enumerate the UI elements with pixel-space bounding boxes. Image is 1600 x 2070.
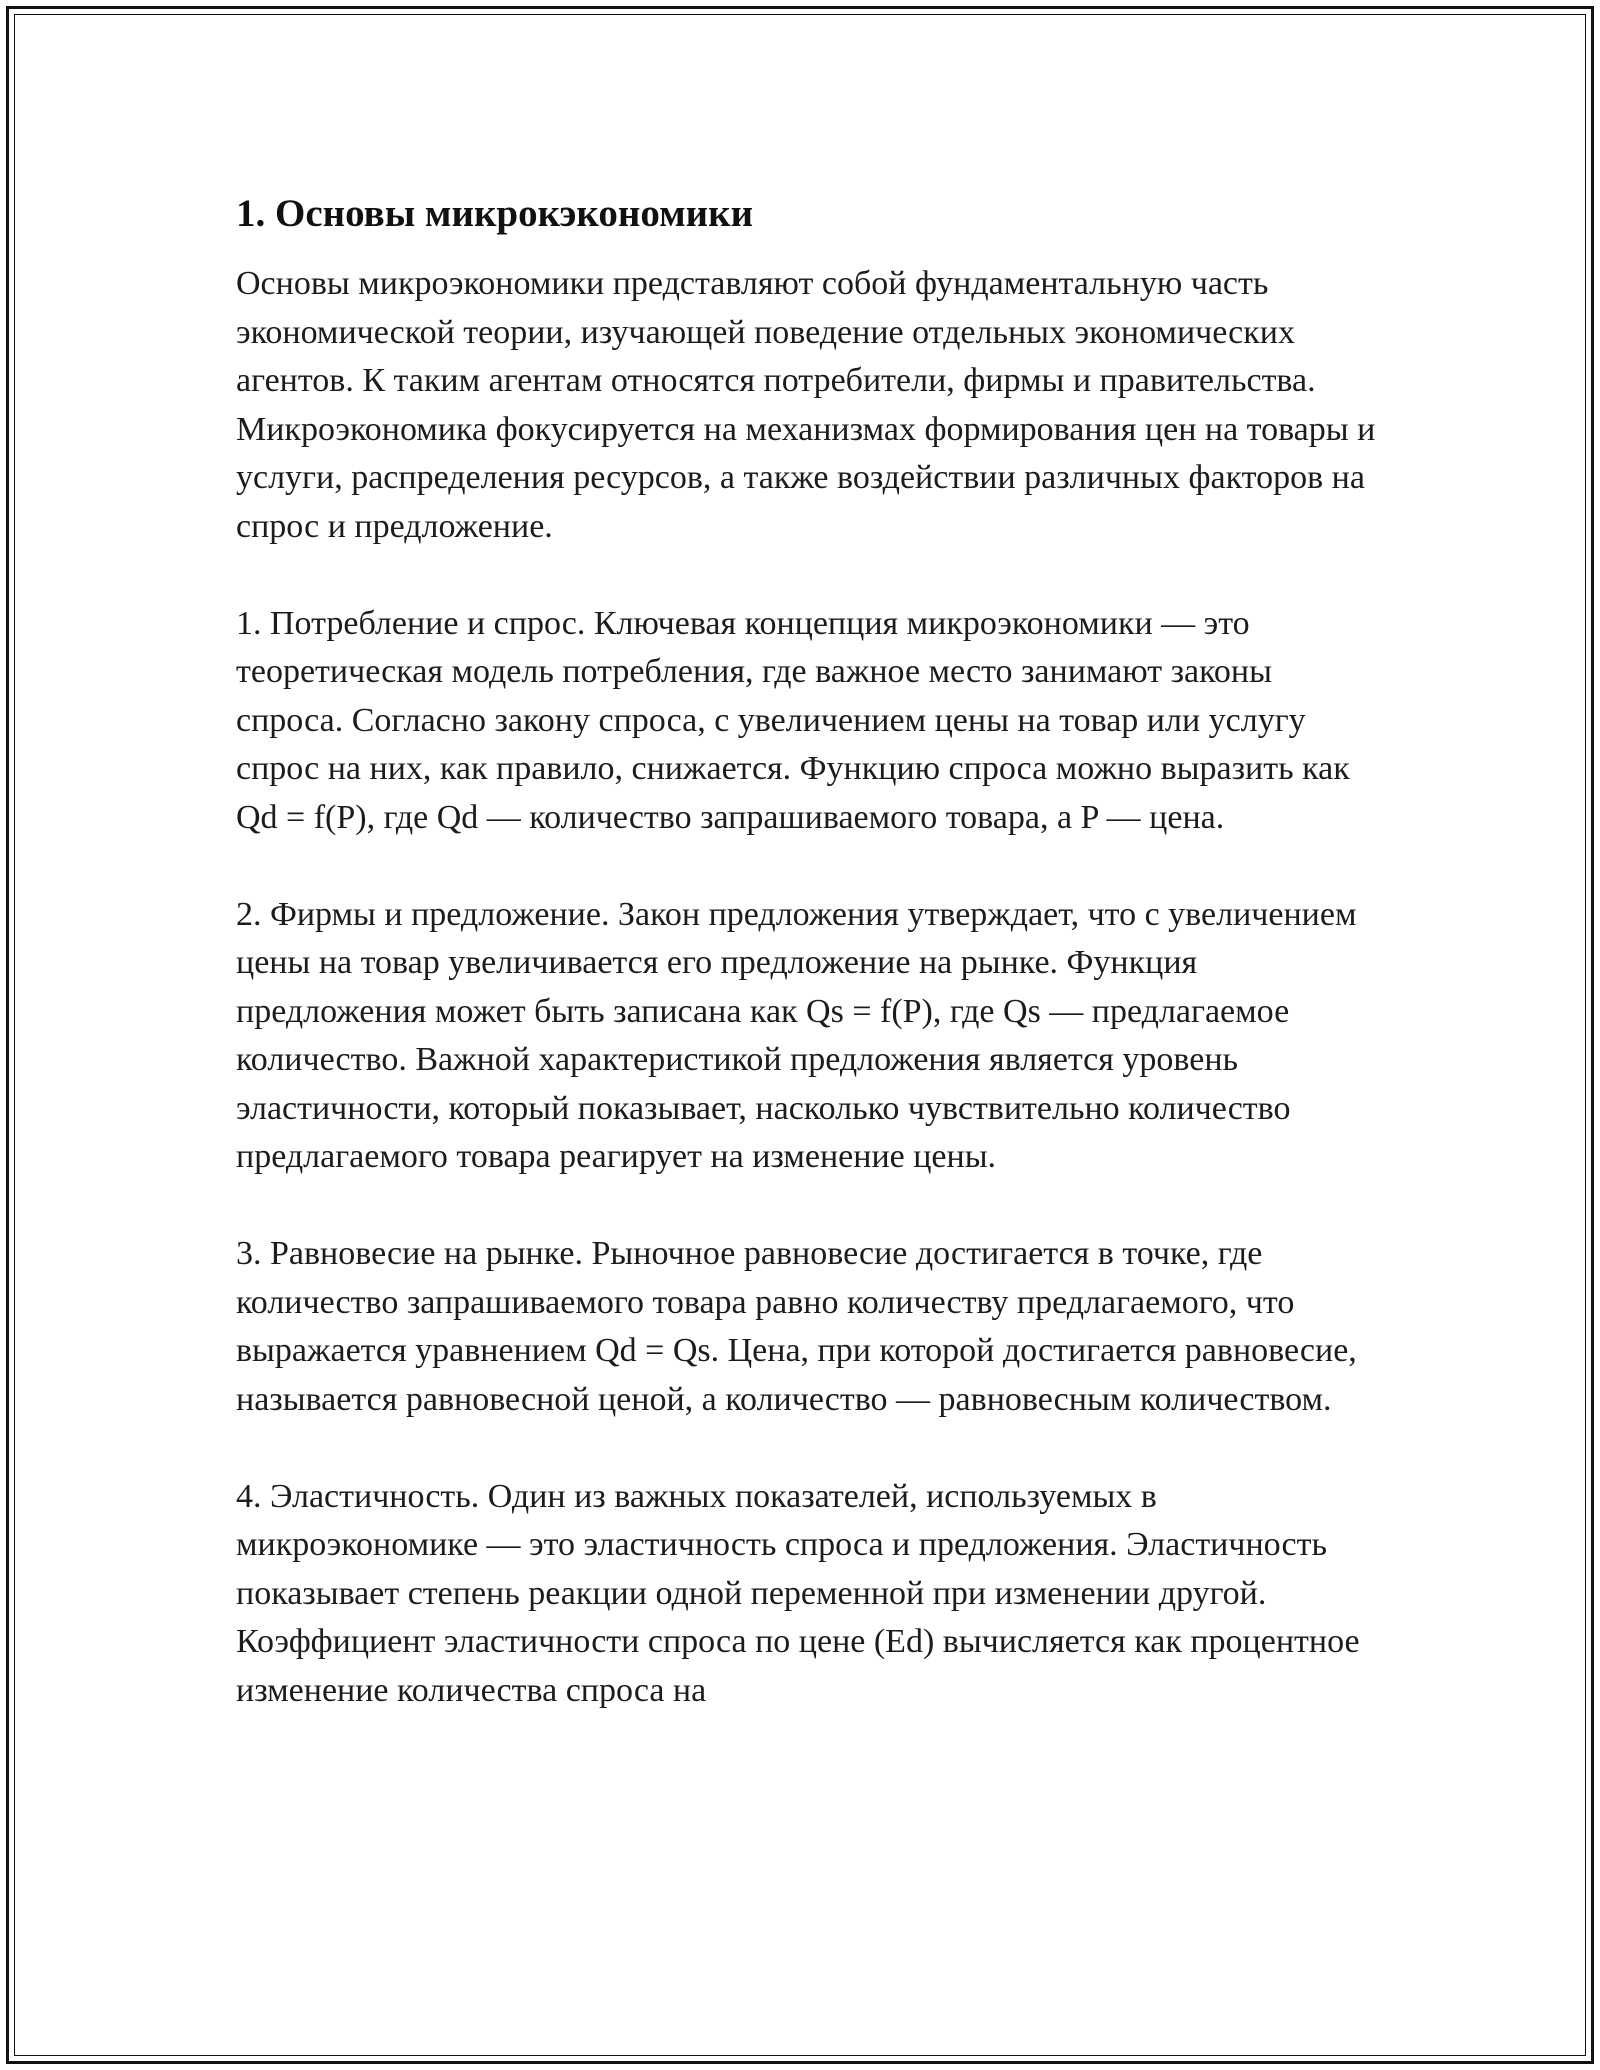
section-title: 1. Основы микрокэкономики xyxy=(236,192,754,235)
paragraph-elasticity: 4. Эластичность. Один из важных показателей, используемых в микроэкономике — это эластичность спроса и предложения. Эластичность показывает степень реакции одной переменной при изменении другой. Коэффициент эластичности спроса по цене (Ed) вычисляется как процентное изменение количества спроса на xyxy=(236,1477,1360,1709)
paragraph-consumption-demand: 1. Потребление и спрос. Ключевая концепция микроэкономики — это теоретическая модель потребления, где важное место занимают законы спроса. Согласно закону спроса, с увеличением цены на товар или услугу спрос на них, как правило, снижается. Функцию спроса можно выразить как Qd = f(P), где Qd — количество запрашиваемого товара, а P — цена. xyxy=(236,604,1350,836)
paragraph-firms-supply: 2. Фирмы и предложение. Закон предложения утверждает, что с увеличением цены на товар увеличивается его предложение на рынке. Функция предложения может быть записана как Qs = f(P), где Qs — предлагаемое количество. Важной характеристикой предложения является уровень эластичности, который показывает, насколько чувствительно количество предлагаемого товара реагирует на изменение цены. xyxy=(236,895,1357,1175)
paragraph-intro: Основы микроэкономики представляют собой фундаментальную часть экономической теории, изучающей поведение отдельных экономических агентов. К таким агентам относятся потребители, фирмы и правительства. Микроэкономика фокусируется на механизмах формирования цен на товары и услуги, распределения ресурсов, а также воздействии различных факторов на спрос и предложение. xyxy=(236,265,1376,545)
paragraph-market-equilibrium: 3. Равновесие на рынке. Рыночное равновесие достигается в точке, где количество запрашиваемого товара равно количеству предлагаемого, что выражается уравнением Qd = Qs. Цена, при которой достигается равновесие, называется равновесной ценой, а количество — равновесным количеством. xyxy=(236,1235,1357,1418)
document-body xyxy=(236,188,1386,1715)
